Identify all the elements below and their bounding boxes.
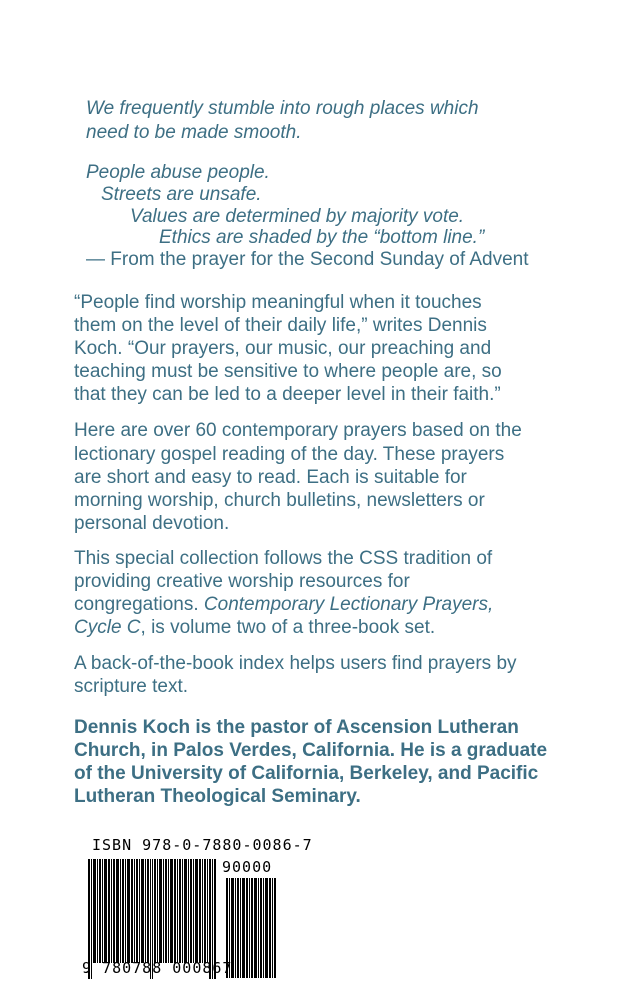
paragraph-1-line-1: “People find worship meaningful when it touches <box>74 292 482 313</box>
paragraph-2-line-5: personal devotion. <box>74 513 230 534</box>
paragraph-2-line-1: Here are over 60 contemporary prayers based on the <box>74 420 522 441</box>
epigraph-line-6: Ethics are shaded by the “bottom line.” <box>159 227 485 248</box>
epigraph-line-1: We frequently stumble into rough places which <box>86 98 479 119</box>
paragraph-3-line-4 <box>74 616 435 640</box>
barcode-addon-number: 90000 <box>222 858 273 876</box>
paragraph-3-line-2: providing creative worship resources for <box>74 571 410 592</box>
epigraph-line-4: Streets are unsafe. <box>101 184 262 205</box>
epigraph-attribution: — From the prayer for the Second Sunday of Advent <box>86 249 529 270</box>
isbn-label: ISBN 978-0-7880-0086-7 <box>92 836 313 854</box>
paragraph-1-line-5: that they can be led to a deeper level in their faith.” <box>74 384 501 405</box>
author-bio-line-3: of the University of California, Berkeley, and Pacific <box>74 763 539 784</box>
paragraph-4-line-2: scripture text. <box>74 676 189 697</box>
epigraph-line-2: need to be made smooth. <box>86 122 302 143</box>
paragraph-1-line-2: them on the level of their daily life,” writes Dennis <box>74 315 487 336</box>
paragraph-1-line-3: Koch. “Our prayers, our music, our preaching and <box>74 338 492 359</box>
paragraph-2-line-4: morning worship, church bulletins, newsletters or <box>74 490 485 511</box>
paragraph-2-line-2: lectionary gospel reading of the day. These prayers <box>74 444 505 465</box>
paragraph-3-line-3 <box>74 593 493 617</box>
book-subtitle: Cycle C <box>74 617 141 638</box>
author-bio-line-1: Dennis Koch is the pastor of Ascension Lutheran <box>74 717 519 738</box>
barcode-number: 9 780788 000867 <box>82 959 233 977</box>
epigraph-line-3: People abuse people. <box>86 162 270 183</box>
epigraph-line-5: Values are determined by majority vote. <box>130 206 465 227</box>
paragraph-1-line-4: teaching must be sensitive to where people are, so <box>74 361 502 382</box>
paragraph-4-line-1: A back-of-the-book index helps users find prayers by <box>74 653 517 674</box>
paragraph-2-line-3: are short and easy to read. Each is suitable for <box>74 467 467 488</box>
barcode-addon-bars <box>226 878 278 978</box>
paragraph-3-line-1: This special collection follows the CSS tradition of <box>74 548 493 569</box>
book-title: Contemporary Lectionary Prayers, <box>203 594 494 615</box>
author-bio-line-4: Lutheran Theological Seminary. <box>74 786 361 807</box>
paragraph-3-line-4-end: , is volume two of a three-book set. <box>140 617 436 638</box>
author-bio-line-2: Church, in Palos Verdes, California. He is a graduate <box>74 740 548 761</box>
paragraph-3-line-3-start: congregations. <box>74 594 204 615</box>
